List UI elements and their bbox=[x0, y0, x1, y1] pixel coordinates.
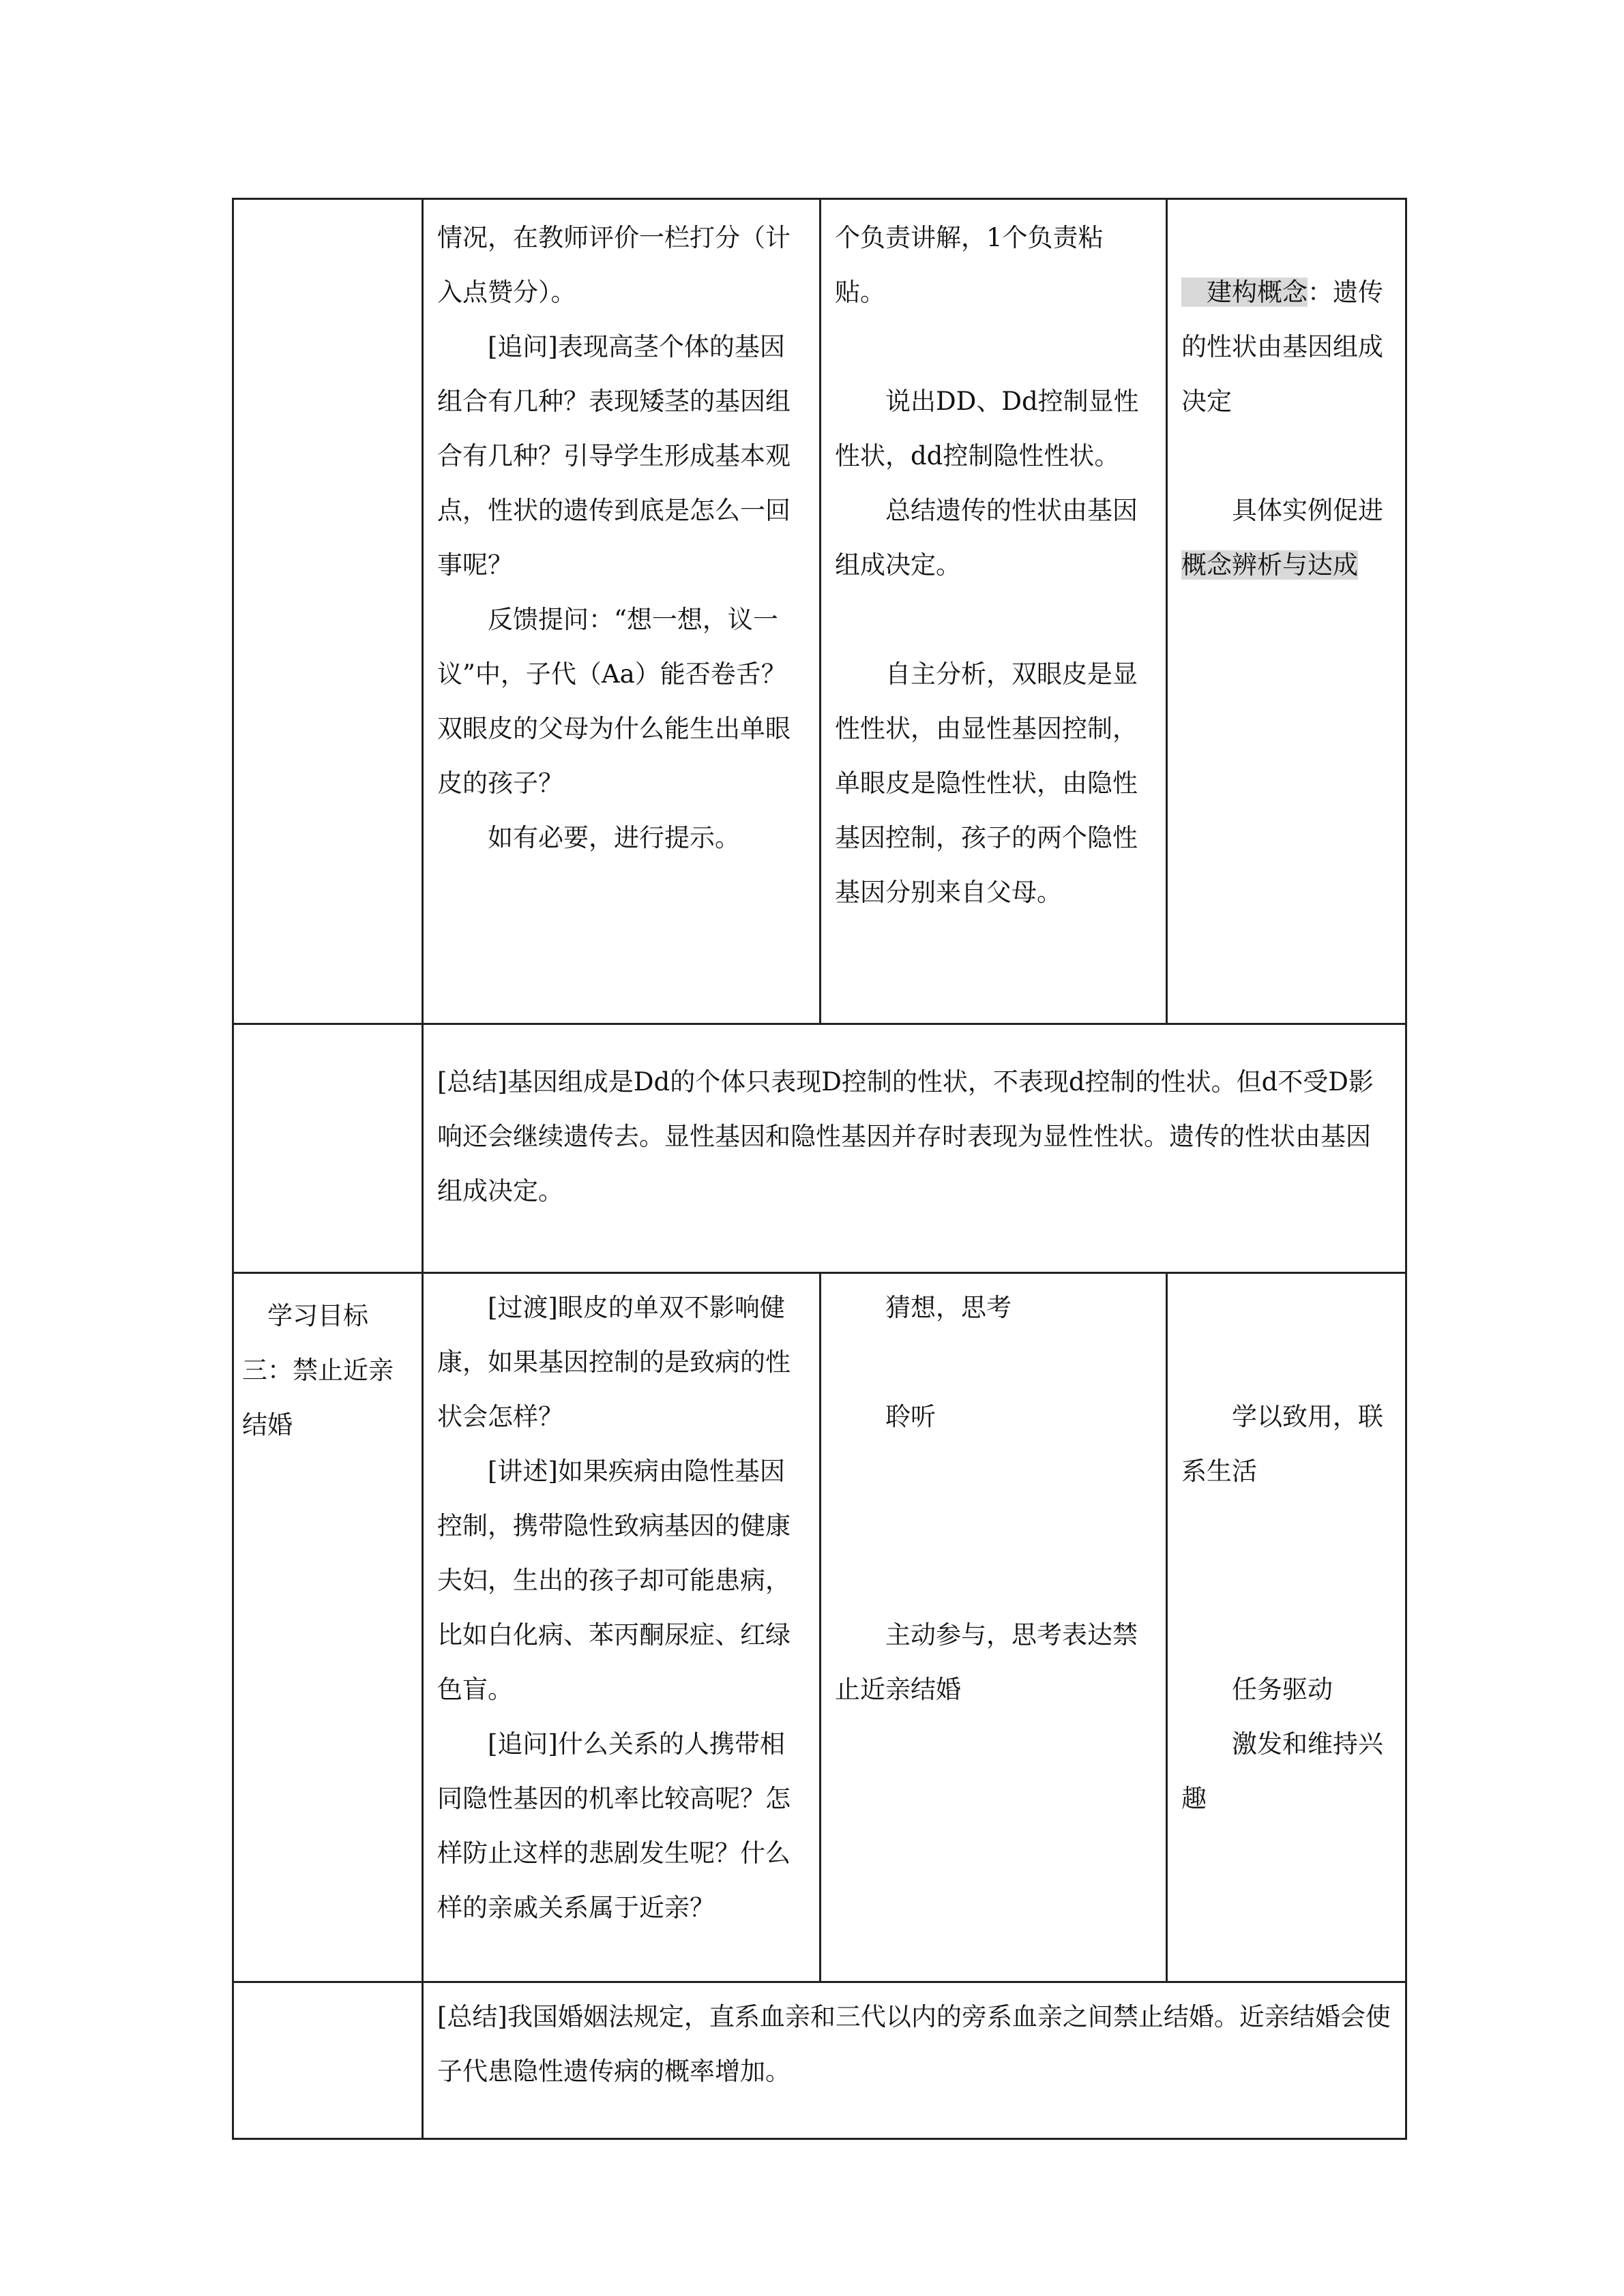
teacher-text: [追问]什么关系的人携带相同隐性基因的机率比较高呢？怎样防止这样的悲剧发生呢？什么样的亲戚关系属于近亲？ bbox=[437, 1729, 791, 1922]
table-row bbox=[233, 1982, 1406, 2139]
goal-cell-empty bbox=[233, 199, 423, 1024]
summary-cell bbox=[423, 1024, 1406, 1273]
teacher-text: 情况，在教师评价一栏打分（计入点赞分）。 bbox=[437, 223, 791, 307]
student-activity-cell bbox=[821, 199, 1167, 1024]
student-text: 说出DD、Dd控制显性性状，dd控制隐性性状。 bbox=[835, 387, 1139, 471]
teacher-text: [过渡]眼皮的单双不影响健康，如果基因控制的是致病的性状会怎样？ bbox=[437, 1293, 791, 1431]
goal-cell-empty bbox=[233, 1982, 423, 2139]
teacher-activity-cell bbox=[423, 199, 821, 1024]
intent-text: 激发和维持兴趣 bbox=[1181, 1729, 1383, 1813]
goal-text: 学习目标三：禁止近亲结婚 bbox=[242, 1301, 394, 1440]
highlighted-text: 概念辨析与达成 bbox=[1181, 550, 1358, 580]
student-text: 个负责讲解，1个负责粘贴。 bbox=[835, 223, 1104, 307]
student-text: 总结遗传的性状由基因组成决定。 bbox=[835, 496, 1138, 580]
student-text: 聆听 bbox=[885, 1402, 936, 1431]
goal-cell-empty bbox=[233, 1024, 423, 1273]
teacher-text: 反馈提问：“想一想，议一议”中，子代（Aa）能否卷舌？双眼皮的父母为什么能生出单眼皮的孩子？ bbox=[437, 605, 791, 798]
table-row bbox=[233, 199, 1406, 1024]
teacher-text: [讲述]如果疾病由隐性基因控制，携带隐性致病基因的健康夫妇，生出的孩子却可能患病，比如白化病、苯丙酮尿症、红绿色盲。 bbox=[437, 1457, 791, 1704]
student-activity-cell bbox=[821, 1273, 1167, 1982]
table-row bbox=[233, 1273, 1406, 1982]
intent-text: 具体实例促进概念辨析与达成 bbox=[1181, 496, 1383, 580]
intent-text: 学以致用，联系生活 bbox=[1181, 1402, 1383, 1486]
summary-cell bbox=[423, 1982, 1406, 2139]
student-text: 主动参与，思考表达禁止近亲结婚 bbox=[835, 1620, 1138, 1704]
student-text: 猜想，思考 bbox=[885, 1293, 1012, 1322]
summary-text: [总结]基因组成是Dd的个体只表现D控制的性状，不表现d控制的性状。但d不受D影响还会继续遗传去。显性基因和隐性基因并存时表现为显性性状。遗传的性状由基因组成决定。 bbox=[437, 1067, 1374, 1206]
teacher-activity-cell bbox=[423, 1273, 821, 1982]
lesson-plan-table bbox=[232, 198, 1407, 2140]
teacher-text: 如有必要，进行提示。 bbox=[488, 823, 740, 852]
intent-text: 建构概念：遗传的性状由基因组成决定 bbox=[1181, 278, 1383, 416]
table-row bbox=[233, 1024, 1406, 1273]
design-intent-cell bbox=[1167, 199, 1406, 1024]
teacher-text: [追问]表现高茎个体的基因组合有几种？表现矮茎的基因组合有几种？引导学生形成基本观点，性状的遗传到底是怎么一回事呢？ bbox=[437, 332, 791, 580]
goal-cell bbox=[233, 1273, 423, 1982]
summary-text: [总结]我国婚姻法规定，直系血亲和三代以内的旁系血亲之间禁止结婚。近亲结婚会使子代患隐性遗传病的概率增加。 bbox=[437, 2002, 1391, 2086]
intent-text: 任务驱动 bbox=[1232, 1675, 1333, 1704]
student-text: 自主分析，双眼皮是显性性状，由显性基因控制，单眼皮是隐性性状，由隐性基因控制，孩子的两个隐性基因分别来自父母。 bbox=[835, 659, 1138, 907]
highlighted-text: 建构概念 bbox=[1181, 278, 1308, 307]
design-intent-cell bbox=[1167, 1273, 1406, 1982]
